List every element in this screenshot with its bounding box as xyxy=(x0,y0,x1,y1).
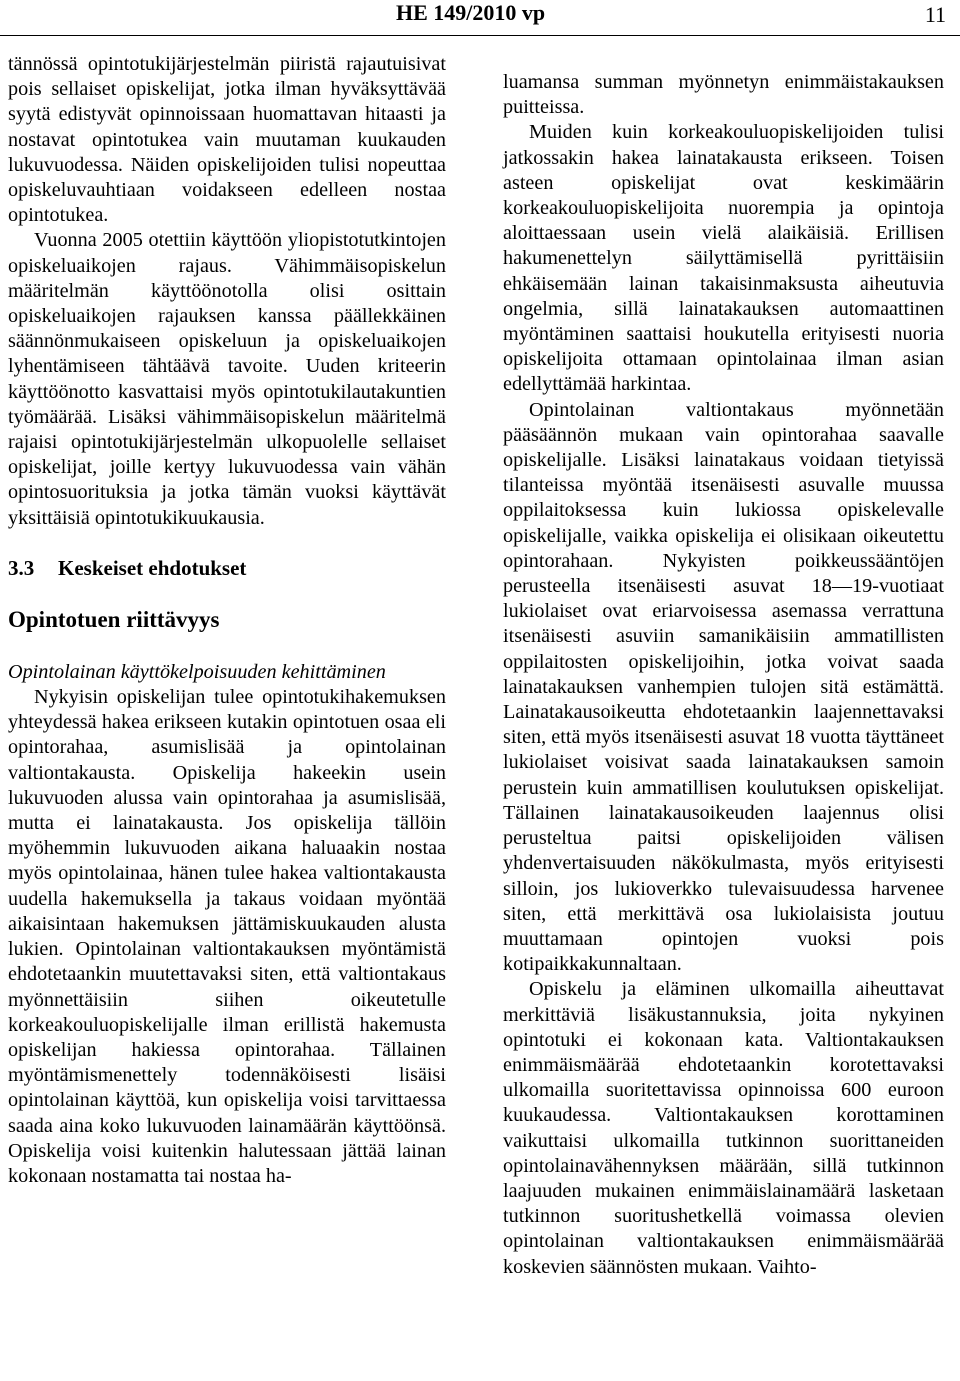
paragraph: tännössä opintotukijärjestelmän piiristä rajautuisivat pois sellaiset opiskelijat, jotka ilman hyväksyttävää syytä edistyvät opinnoissaan huomattavan hitaasti ja nostavat opintotukea vain muutaman kuukauden lukuvuodessa. Näiden opiskelijoiden tulisi nopeuttaa opiskeluvauhtiaan voidakseen edelleen nostaa opintotukea. xyxy=(8,53,446,227)
page-header xyxy=(0,0,960,40)
topic-heading: Opintolainan käyttökelpoisuuden kehittäminen xyxy=(8,660,386,683)
page-number: 11 xyxy=(924,2,946,27)
subheading: Opintotuen riittävyys xyxy=(8,606,220,632)
section-heading xyxy=(8,556,446,581)
paragraph: Vuonna 2005 otettiin käyttöön yliopistotutkintojen opiskeluaikojen rajaus. Vähimmäisopiskelun määritelmän käyttöönotolla olisi osittain opiskeluaikojen rajauksen kanssa päällekkäinen säännönmukaiseen opiskeluun ja opiskeluaikojen lyhentämiseen tähtäävä tavoite. Uuden kriteerin käyttöönotto kasvattaisi myös opintotukilautakuntien työmäärää. Lisäksi vähimmäisopiskelun määritelmä rajaisi opintotukijärjestelmän ulkopuolelle sellaiset opiskelijat, joille kertyy lukuvuodessa vain vähän opintosuorituksia ja jotka tämän vuoksi käyttävät yksittäisiä opintotukikuukausia. xyxy=(8,229,446,529)
paragraph: luamansa summan myönnetyn enimmäistakauksen puitteissa. xyxy=(503,71,944,119)
section-title: Keskeiset ehdotukset xyxy=(58,555,247,580)
paragraph: Nykyisin opiskelijan tulee opintotukihakemuksen yhteydessä hakea erikseen kutakin opintotuen osaa eli opintorahaa, asumislisää ja opintolainan valtiontakausta. Opiskelija hakeekin usein lukuvuoden alussa vain opintorahaa ja asumislisää, mutta ei lainatakausta. Jos opiskelija tällöin myöhemmin lukuvuoden aikana haluaakin nostaa myös opintolainaa, hänen tulee hakea valtiontakausta uudella hakemuksella ja takaus voidaan myöntää aikaisintaan hakemuksen jättämiskuukauden alusta lukien. Opintolainan valtiontakauksen myöntämistä ehdotetaankin muutettavaksi siten, että valtiontakaus myönnettäisiin siihen oikeutetulle korkeakouluopiskelijalle ilman erillistä hakemusta opiskelijan hakiessa opintorahaa. Tällainen myöntämismenettely todennäköisesti lisäisi opintolainan käyttöä, kun opiskelija voisi tarvittaessa saada aina koko lukuvuoden lainamäärän käyttöönsä. Opiskelija voisi kuitenkin halutessaan jättää lainan kokonaan nostamatta tai nostaa ha- xyxy=(8,686,446,1187)
left-column xyxy=(8,52,446,1189)
paragraph: Opintolainan valtiontakaus myönnetään pääsäännön mukaan vain opintorahaa saavalle opiskelijalle. Lisäksi lainatakaus voidaan tietyissä tilanteissa myöntää itsenäisesti asuvalle muussa oppilaitoksessa kuin lukiossa opiskelevalle opiskelijalle, vaikka opiskelija ei olisikaan oikeutettu opintorahaan. Nykyisten poikkeussääntöjen perusteella itsenäisesti asuvat 18—19-vuotiaat lukiolaiset ovat eriarvoisessa asemassa verrattuna itsenäisesti asuviin samanikäisiin ammatillisten oppilaitosten opiskelijoihin, jotka voivat saada lainatakauksen vanhempien tulojen sitä estämättä. Lainatakausoikeutta ehdotetaankin laajennettavaksi siten, että myös itsenäisesti asuvat 18 vuotta täyttäneet lukiolaiset voisivat saada lainatakauksen samoin perustein kuin ammatillisen koulutuksen opiskelijat. Tällainen lainatakausoikeuden laajennus olisi perusteltua paitsi opiskelijoiden välisen yhdenvertaisuuden näkökulmasta, myös erityisesti silloin, jos lukioverkko tulevaisuudessa harvenee siten, että merkittävä osa lukiolaisista joutuu muuttamaan opintojen vuoksi pois kotipaikkakunnaltaan. xyxy=(503,398,944,976)
section-number: 3.3 xyxy=(8,555,35,580)
paragraph: Muiden kuin korkeakouluopiskelijoiden tulisi jatkossakin hakea lainatakausta erikseen. Toisen asteen opiskelijat ovat keskimäärin korkeakouluopiskelijoita nuorempia ja opintoja aloittaessaan usein vielä alaikäisiä. Erillisen hakumenettelyn säilyttämisellä pyrittäisiin ehkäisemään lainan takaisinmaksusta aiheutuvia ongelmia, sillä lainatakauksen automaattinen myöntäminen saattaisi houkutella erityisesti nuoria opiskelijoita ottamaan opintolainaa ilman asian edellyttämää harkintaa. xyxy=(503,121,944,396)
paragraph: Opiskelu ja eläminen ulkomailla aiheuttavat merkittäviä lisäkustannuksia, joita nykyinen opintotuki ei kokonaan kata. Valtiontakauksen enimmäismäärää ehdotetaankin korotettavaksi ulkomailla suoritettavissa opinnoissa 600 euroon kuukaudessa. Valtiontakauksen korottaminen vaikuttaisi ulkomailla tutkinnon suorittaneiden opintolainavähennyksen määrään, sillä tutkinnon laajuuden mukainen enimmäislainamäärä lasketaan tutkinnon suoritushetkellä voimassa olevien opintolainan valtiontakauksen enimmäismäärää koskevien säännösten mukaan. Vaihto- xyxy=(503,978,944,1278)
document-id: HE 149/2010 vp xyxy=(396,0,546,25)
right-column xyxy=(503,70,944,1280)
header-rule xyxy=(0,35,960,36)
